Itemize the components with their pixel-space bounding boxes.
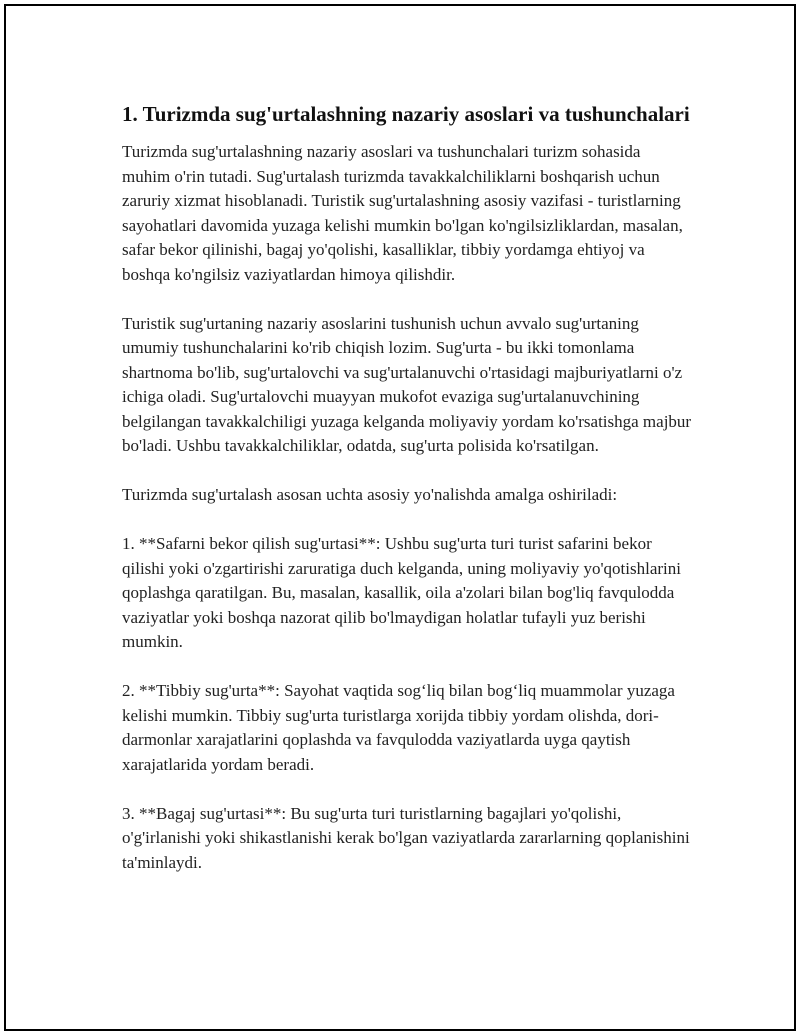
list-item-trip-cancellation: 1. **Safarni bekor qilish sug'urtasi**: Ushbu sug'urta turi turist safarini bekor qilishi yoki o'zgartirishi zaruratiga duch kelganda, uning moliyaviy yo'qotishlarini qoplashga qaratilgan. Bu, masalan, kasallik, oila a'zolari bilan bog'liq favqulodda vaziyatlar yoki boshqa nazorat qilib bo'lmaydigan holatlar tufayli yuz berishi mumkin. xyxy=(122,534,681,651)
paragraph-directions-intro: Turizmda sug'urtalash asosan uchta asosiy yo'nalishda amalga oshiriladi: xyxy=(122,485,618,504)
document-body xyxy=(122,100,692,900)
list-item-baggage-insurance: 3. **Bagaj sug'urtasi**: Bu sug'urta turi turistlarning bagajlari yo'qolishi, o'g'irlanishi yoki shikastlanishi kerak bo'lgan vaziyatlarda zararlarning qoplanishini ta'minlaydi. xyxy=(122,803,690,872)
page-frame xyxy=(4,4,796,1031)
paragraph-intro: Turizmda sug'urtalashning nazariy asoslari va tushunchalari turizm sohasida muhim o'rin tutadi. Sug'urtalash turizmda tavakkalchiliklarni boshqarish uchun zaruriy xizmat hisoblanadi. Turistik sug'urtalashning asosiy vazifasi - turistlarning sayohatlari davomida yuzaga kelishi mumkin bo'lgan ko'ngilsizliklardan, masalan, safar bekor qilinishi, bagaj yo'qolishi, kasalliklar, tibbiy yordamga ehtiyoj va boshqa ko'ngilsiz vaziyatlardan himoya qilishdir. xyxy=(122,142,683,284)
paragraph-insurance-concepts: Turistik sug'urtaning nazariy asoslarini tushunish uchun avvalo sug'urtaning umumiy tushunchalarini ko'rib chiqish lozim. Sug'urta - bu ikki tomonlama shartnoma bo'lib, sug'urtalovchi va sug'urtalanuvchi o'rtasidagi majburiyatlarni o'z ichiga oladi. Sug'urtalovchi muayyan mukofot evaziga sug'urtalanuvchining belgilangan tavakkalchiligi yuzaga kelganda moliyaviy yordam ko'rsatishga majbur bo'ladi. Ushbu tavakkalchiliklar, odatda, sug'urta polisida ko'rsatilgan. xyxy=(122,313,692,455)
document-title: 1. Turizmda sug'urtalashning nazariy asoslari va tushunchalari xyxy=(122,102,690,126)
list-item-medical-insurance: 2. **Tibbiy sug'urta**: Sayohat vaqtida sog‘liq bilan bog‘liq muammolar yuzaga kelishi mumkin. Tibbiy sug'urta turistlarga xorijda tibbiy yordam olishda, dori-darmonlar xarajatlarini qoplashda va favqulodda vaziyatlarda uyga qaytish xarajatlarida yordam beradi. xyxy=(122,681,675,774)
